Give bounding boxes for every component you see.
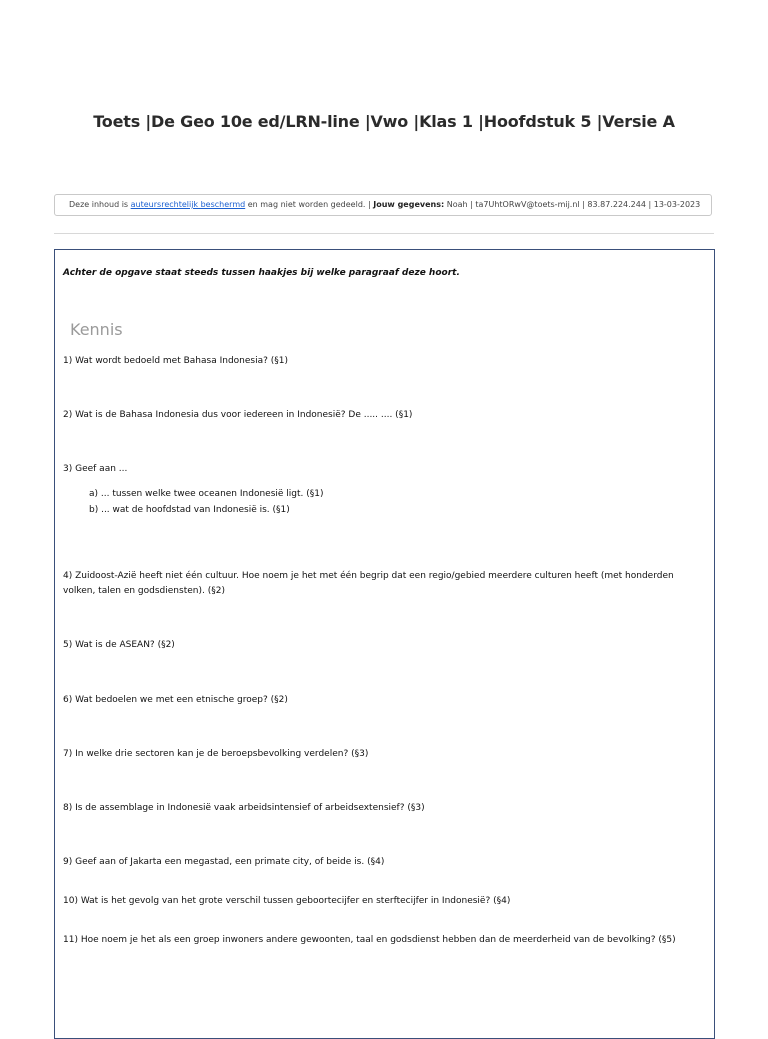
question-7: 7) In welke drie sectoren kan je de beroepsbevolking verdelen? (§3) xyxy=(63,749,369,759)
question-3a: a) ... tussen welke twee oceanen Indonesië ligt. (§1) xyxy=(89,489,324,499)
question-5: 5) Wat is de ASEAN? (§2) xyxy=(63,640,175,650)
section-heading: Kennis xyxy=(70,320,123,339)
notice-prefix: Deze inhoud is xyxy=(69,200,131,209)
question-3b: b) ... wat de hoofdstad van Indonesië is. (§1) xyxy=(89,505,290,515)
question-3: 3) Geef aan ... xyxy=(63,464,128,474)
notice-middle: en mag niet worden gedeeld. | xyxy=(245,200,374,209)
instructions: Achter de opgave staat steeds tussen haakjes bij welke paragraaf deze hoort. xyxy=(63,268,460,278)
question-11: 11) Hoe noem je het als een groep inwoners andere gewoonten, taal en godsdienst hebben dan de meerderheid van de bevolking? (§5) xyxy=(63,935,676,945)
question-2: 2) Wat is de Bahasa Indonesia dus voor iedereen in Indonesië? De ..... .... (§1) xyxy=(63,410,413,420)
question-1: 1) Wat wordt bedoeld met Bahasa Indonesia? (§1) xyxy=(63,356,288,366)
question-10: 10) Wat is het gevolg van het grote verschil tussen geboortecijfer en sterftecijfer in Indonesië? (§4) xyxy=(63,896,511,906)
copyright-notice xyxy=(54,194,712,216)
question-6: 6) Wat bedoelen we met een etnische groep? (§2) xyxy=(63,695,288,705)
question-8: 8) Is de assemblage in Indonesië vaak arbeidsintensief of arbeidsextensief? (§3) xyxy=(63,803,425,813)
notice-details: Noah | ta7UhtORwV@toets-mij.nl | 83.87.224.244 | 13-03-2023 xyxy=(444,200,701,209)
test-document xyxy=(54,249,715,1039)
divider xyxy=(54,233,714,234)
question-4: 4) Zuidoost-Azië heeft niet één cultuur. Hoe noem je het met één begrip dat een regio/gebied meerdere culturen heeft (met honderden volken, talen en godsdiensten). (§2) xyxy=(63,571,674,596)
copyright-link[interactable]: auteursrechtelijk beschermd xyxy=(130,200,246,209)
question-9: 9) Geef aan of Jakarta een megastad, een primate city, of beide is. (§4) xyxy=(63,857,385,867)
page-title: Toets |De Geo 10e ed/LRN-line |Vwo |Klas 1 |Hoofdstuk 5 |Versie A xyxy=(93,112,675,131)
notice-label: Jouw gegevens: xyxy=(373,200,445,209)
